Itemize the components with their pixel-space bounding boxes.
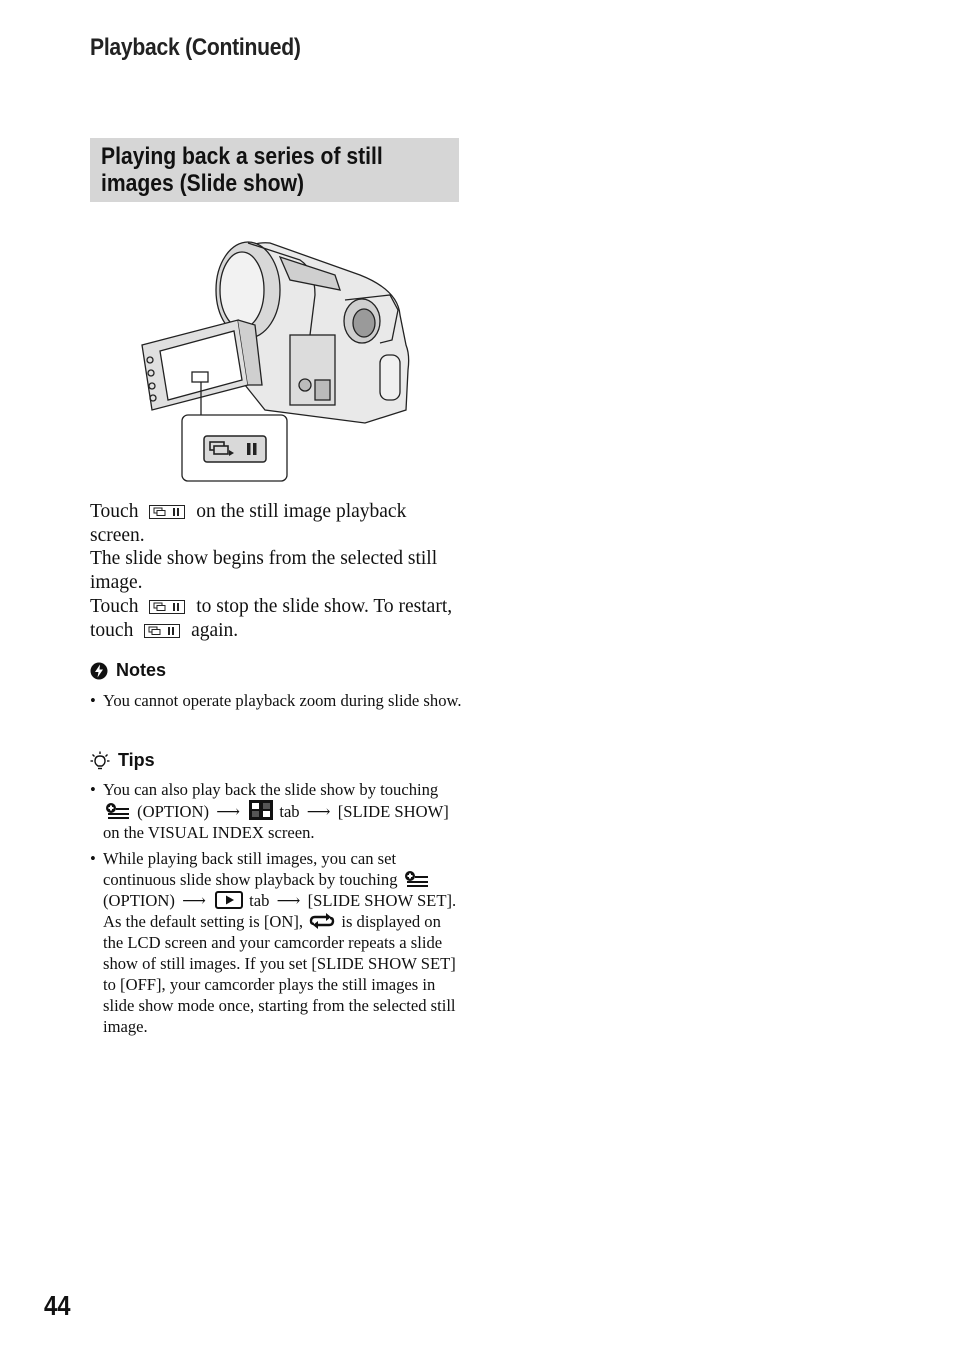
text-touch-1-rest: on the still image playback screen. [90,501,407,546]
section-title-line2: images (Slide show) [101,170,305,197]
instruction-paragraph [90,500,462,642]
list-item: • You cannot operate playback zoom during slide show. [90,690,462,711]
arrow-right-icon: ⟶ [216,802,241,821]
section-title-line1: Playing back a series of still [101,143,383,170]
tips-list [90,779,462,1042]
section-heading-box [90,138,459,202]
instruction-text [90,500,462,642]
camcorder-illustration [130,235,430,490]
slideshow-pause-icon [149,600,185,614]
arrow-right-icon: ⟶ [182,891,206,910]
slideshow-pause-icon [149,505,185,519]
section-title [101,143,453,197]
list-item: • While playing back still images, you can set continuous slide show playback by touching (OPTION) ⟶ tab ⟶ [SLIDE SHOW SET]. As the default setting is [ON], is displayed on the LCD screen and your camcorder repeats a slide show of still images. If you set [SLIDE SHOW SET] to [OFF], your camcorder plays the still images in slide show mode once, starting from the selected still image. [90,848,462,1037]
text-touch-1: Touch [90,501,139,522]
arrow-right-icon: ⟶ [276,891,301,910]
text-begins: The slide show begins from the selected still image. [90,548,438,594]
text-touch-2: Touch [90,595,139,617]
running-head: Playback (Continued) [90,34,301,61]
option-icon [404,870,430,888]
option-icon [105,802,131,820]
notes-icon [90,662,108,680]
notes-list [90,690,462,716]
list-item: • You can also play back the slide show by touching (OPTION) ⟶ tab ⟶ [SLIDE SHOW] on the VISUAL INDEX screen. [90,779,462,843]
play-tab-icon [215,891,243,909]
tips-heading [90,750,155,771]
notes-heading-label: Notes [116,660,167,680]
slideshow-pause-icon [144,624,180,638]
tips-icon [90,751,110,771]
text-touch-2-rest: to stop the slide show. To restart, touch [90,595,453,641]
index-tab-icon [249,800,273,820]
text-again: again. [191,619,239,641]
repeat-icon [309,912,335,930]
tips-heading-label: Tips [118,750,155,770]
page-number: 44 [44,1290,71,1321]
notes-heading [90,660,166,681]
arrow-right-icon: ⟶ [306,802,331,821]
